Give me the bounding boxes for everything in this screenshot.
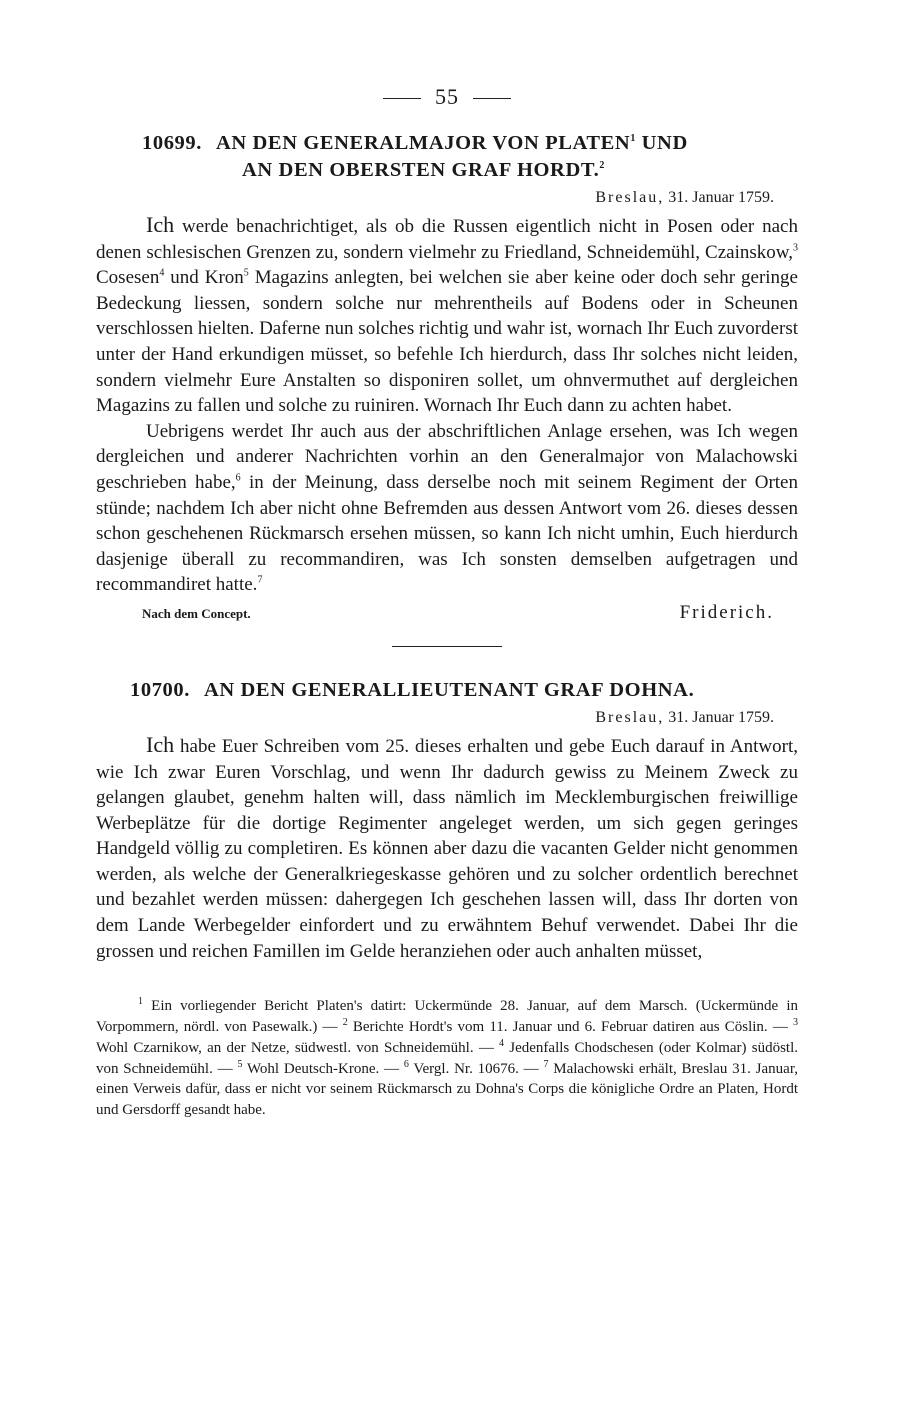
letter-number: 10700.	[130, 678, 190, 701]
paragraph-text: werde benachrichtiget, als ob die Russen eigentlich nicht in Posen oder nach denen schlesischen Grenzen zu, sondern vielmehr zu Friedland, Schneidemühl, Czainskow,	[96, 216, 798, 263]
paragraph-text: in der Meinung, dass derselbe noch mit seinem Regiment der Orten stünde; nachdem Ich aber nicht ohne Befremden aus dessen Antwort vom 26. dieses dessen schon geschehenen Rückmarsch ersehen müssen, so kann Ich nicht umhin, Euch hierdurch dasjenige überall zu recommandiren, was Ich sonsten demselben aufgetragen und recommandiret hatte.	[96, 471, 798, 596]
page-number-dash-right	[473, 98, 511, 99]
footnote-number: 6	[403, 1058, 409, 1070]
paragraph	[96, 419, 798, 598]
footnote-ref-7: 7	[257, 574, 263, 586]
footnote-text: Vergl. Nr. 10676. —	[408, 1060, 544, 1077]
date-place: Breslau,	[595, 189, 665, 206]
footnote-number: 3	[793, 1017, 798, 1029]
date-rest: 31. Januar 1759.	[664, 708, 774, 726]
footnote-ref-1: 1	[630, 133, 636, 145]
footnote-number: 2	[342, 1017, 348, 1029]
footnote-text: Ein vorliegender Bericht Platen's datirt: Uckermünde 28. Januar, auf dem Marsch. (Uckermünde in Vorpommern, nördl. von Pasewalk.) —	[96, 998, 798, 1036]
footnote-number: 4	[499, 1037, 505, 1049]
footnote-text: Wohl Czarnikow, an der Netze, südwestl. von Schneidemühl. —	[96, 1039, 500, 1056]
first-word: Ich	[146, 731, 175, 757]
footnote-text: Berichte Hordt's vom 11. Januar und 6. Februar datiren aus Cöslin. —	[347, 1019, 793, 1036]
letter-dateline	[96, 186, 774, 210]
signature-line	[142, 602, 774, 624]
date-place: Breslau,	[595, 708, 665, 726]
section-divider	[392, 646, 502, 647]
footnote-number: 1	[138, 996, 143, 1008]
letter-title-und: UND	[635, 132, 688, 154]
letter-heading-10700	[96, 677, 798, 704]
paragraph-text: habe Euer Schreiben vom 25. dieses erhalten und gebe Euch darauf in Antwort, wie Ich zwar Euren Vorschlag, und wenn Ihr dadurch gewiss zu Meinem Zweck zu gelangen glaubet, genehm halten will, dass nämlich im Mecklemburgischen freiwillige Werbeplätze für die dortige Regimenter angeleget werden, um sich gegen geringes Handgeld völlig zu completiren. Es können aber dazu die vacanten Gelder nicht genommen werden, als welche der Generalkriegeskasse gehören und zu solcher ordentlich berechnet und bezahlet werden müssen: dahergegen Ich geschehen lassen will, dass Ihr dorten von dem Lande Werbegelder einfordert und zu erwähntem Behuf verwendet. Dabei Ihr die grossen und reichen Famillen im Gelde heranziehen oder auch anhalten müsset,	[96, 735, 798, 962]
letter-heading-10699	[96, 130, 798, 184]
letter-dateline	[96, 706, 774, 730]
page-number	[96, 84, 798, 110]
page-number-dash-left	[383, 98, 421, 99]
footnote-ref-4: 4	[159, 267, 165, 279]
paragraph-text: Magazins anlegten, bei welchen sie aber keine oder doch sehr geringe Bedeckung liessen, sondern solche nur mehrentheils auf Bodens oder in Scheunen verschlossen hielten. Daferne nun solches richtig und wahr ist, wornach Ihr Euch zuvorderst unter der Hand erkundigen müsset, so befehle Ich hierdurch, dass Ihr solches nicht leiden, sondern vielmehr Eure Anstalten so disponiren sollet, um ohnvermuthet auf dergleichen Magazins zu fallen und solche zu ruiniren. Wornach Ihr Euch dann zu achten habet.	[96, 267, 798, 417]
footnote-number: 5	[237, 1058, 243, 1070]
letter-title: AN DEN GENERALLIEUTENANT GRAF DOHNA.	[203, 678, 695, 701]
paragraph	[96, 732, 798, 964]
footnote-ref-2: 2	[599, 160, 605, 172]
paragraph-text: Uebrigens werdet Ihr auch aus der abschriftlichen Anlage ersehen, was Ich wegen dergleichen und anderer Nachrichten vorhin an den Generalmajor von Malachowski geschrieben habe,	[96, 420, 798, 493]
paragraph	[96, 212, 798, 419]
paragraph-text: Cosesen	[96, 267, 160, 289]
letter-body-10699	[96, 212, 798, 598]
footnote-block	[96, 996, 798, 1121]
page-number-value: 55	[435, 84, 459, 109]
letter-title-line2-wrap	[142, 157, 798, 184]
date-rest: 31. Januar 1759.	[664, 189, 774, 206]
footnotes	[96, 996, 798, 1121]
footnote-ref-6: 6	[235, 472, 241, 484]
footnote-number: 7	[543, 1058, 549, 1070]
letter-body-10700	[96, 732, 798, 964]
signature: Friderich.	[679, 601, 774, 623]
letter-title-line1: AN DEN GENERALMAJOR VON PLATEN	[215, 132, 631, 154]
footnote-text: Wohl Deutsch-Krone. —	[242, 1060, 404, 1077]
source-note: Nach dem Concept.	[142, 605, 251, 621]
paragraph-text: und Kron	[164, 267, 244, 289]
first-word: Ich	[146, 212, 175, 237]
footnote-ref-5: 5	[243, 267, 249, 279]
footnote-text: Malachowski erhält, Breslau 31. Januar, einen Verweis dafür, dass er nicht vor seinem Rückmarsch zu Dohna's Corps die königliche Ordre an Platen, Hordt und Gersdorff gesandt habe.	[96, 1060, 798, 1119]
footnote-text: Jedenfalls Chodschesen (oder Kolmar) südöstl. von Schneidemühl. —	[96, 1039, 798, 1077]
letter-title-line2: AN DEN OBERSTEN GRAF HORDT.	[242, 159, 600, 181]
footnote-ref-3: 3	[793, 242, 798, 254]
document-page	[96, 84, 798, 1121]
letter-number: 10699.	[142, 132, 202, 154]
